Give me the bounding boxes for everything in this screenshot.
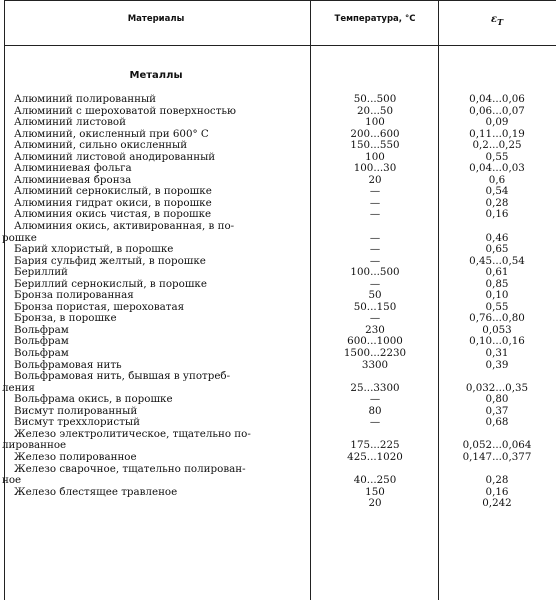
cell-material: Алюминиевая бронза bbox=[14, 174, 132, 186]
cell-temperature: 20 bbox=[368, 173, 382, 186]
cell-material: Бронза полированная bbox=[14, 290, 134, 302]
cell-temperature: 100...30 bbox=[353, 162, 397, 175]
table-row bbox=[0, 209, 558, 221]
cell-temperature: 230 bbox=[365, 323, 385, 336]
cell-material: Висмут полированный bbox=[14, 405, 138, 417]
cell-material: Бериллий bbox=[14, 267, 68, 279]
cell-material: Железо полированное bbox=[14, 451, 137, 463]
cell-material: Вольфрама окись, в порошке bbox=[14, 394, 173, 406]
cell-emissivity: 0,6 bbox=[488, 173, 506, 186]
cell-emissivity: 0,04...0,03 bbox=[469, 162, 525, 175]
cell-temperature: — bbox=[369, 231, 381, 244]
cell-emissivity: 0,053 bbox=[482, 323, 512, 336]
cell-emissivity: 0,37 bbox=[485, 404, 509, 417]
cell-material: рошке bbox=[2, 232, 37, 244]
table-row bbox=[0, 244, 558, 256]
table-row bbox=[0, 336, 558, 348]
emissivity-subscript: T bbox=[497, 17, 504, 27]
cell-temperature: — bbox=[369, 243, 381, 256]
cell-emissivity: 0,11...0,19 bbox=[469, 127, 525, 140]
cell-emissivity: 0,76...0,80 bbox=[469, 312, 525, 325]
cell-emissivity: 0,55 bbox=[485, 300, 509, 313]
cell-emissivity: 0,032...0,35 bbox=[465, 381, 529, 394]
cell-material: Алюминий с шероховатой поверхностью bbox=[14, 105, 236, 117]
cell-emissivity: 0,052...0,064 bbox=[462, 439, 532, 452]
cell-emissivity: 0,46 bbox=[485, 231, 509, 244]
cell-material: Висмут треххлористый bbox=[14, 417, 140, 429]
cell-emissivity: 0,10...0,16 bbox=[469, 335, 525, 348]
table-row bbox=[0, 186, 558, 198]
cell-material: Алюминий листовой анодированный bbox=[14, 151, 216, 163]
cell-emissivity: 0,54 bbox=[485, 185, 509, 198]
cell-material: Вольфрамовая нить, бывшая в употреб- bbox=[14, 371, 231, 383]
cell-material: Алюминий, окисленный при 600° C bbox=[14, 128, 209, 140]
cell-emissivity: 0,68 bbox=[485, 416, 509, 429]
cell-temperature: 20 bbox=[368, 497, 382, 510]
cell-emissivity: 0,39 bbox=[485, 358, 509, 371]
cell-temperature: 150 bbox=[365, 485, 385, 498]
cell-emissivity: 0,2...0,25 bbox=[472, 139, 522, 152]
cell-material: Барий хлористый, в порошке bbox=[14, 244, 174, 256]
cell-emissivity: 0,242 bbox=[482, 497, 512, 510]
table-row bbox=[0, 256, 558, 268]
cell-emissivity: 0,55 bbox=[485, 150, 509, 163]
cell-temperature: — bbox=[369, 312, 381, 325]
table-row bbox=[0, 452, 558, 464]
header-temperature: Температура, °C bbox=[334, 14, 416, 24]
table-row bbox=[0, 233, 558, 245]
cell-emissivity: 0,09 bbox=[485, 116, 509, 129]
cell-material: Железо блестящее травленое bbox=[14, 486, 178, 498]
cell-emissivity: 0,147...0,377 bbox=[462, 450, 532, 463]
cell-emissivity: 0,45...0,54 bbox=[469, 254, 525, 267]
cell-material: ное bbox=[2, 475, 22, 487]
cell-temperature: — bbox=[369, 277, 381, 290]
cell-temperature: 425...1020 bbox=[347, 450, 403, 463]
cell-temperature: 3300 bbox=[361, 358, 389, 371]
table-row bbox=[0, 94, 558, 106]
cell-temperature: 1500...2230 bbox=[343, 347, 407, 360]
table-row bbox=[0, 175, 558, 187]
cell-emissivity: 0,04...0,06 bbox=[469, 93, 525, 105]
cell-emissivity: 0,61 bbox=[485, 266, 509, 279]
cell-material: Бария сульфид желтый, в порошке bbox=[14, 255, 206, 267]
cell-material: Вольфрамовая нить bbox=[14, 359, 122, 371]
cell-emissivity: 0,80 bbox=[485, 393, 509, 406]
table-row bbox=[0, 348, 558, 360]
section-title: Металлы bbox=[129, 70, 183, 81]
table-row bbox=[0, 198, 558, 210]
cell-material: Бронза пористая, шероховатая bbox=[14, 301, 185, 313]
cell-emissivity: 0,10 bbox=[485, 289, 509, 302]
table-row bbox=[0, 267, 558, 279]
header-bottom-border bbox=[4, 45, 556, 46]
cell-temperature: 40...250 bbox=[353, 474, 397, 487]
cell-temperature: 50 bbox=[368, 289, 382, 302]
cell-temperature: — bbox=[369, 196, 381, 209]
cell-material: Железо сварочное, тщательно полирован- bbox=[14, 463, 246, 475]
cell-temperature: 600...1000 bbox=[347, 335, 403, 348]
cell-temperature: 150...550 bbox=[350, 139, 400, 152]
cell-material: Алюминия гидрат окиси, в порошке bbox=[14, 197, 212, 209]
cell-temperature: 50...500 bbox=[353, 93, 397, 105]
cell-material: Алюминиевая фольга bbox=[14, 163, 132, 175]
cell-material: лированное bbox=[2, 440, 67, 452]
table-row bbox=[0, 117, 558, 129]
cell-emissivity: 0,85 bbox=[485, 277, 509, 290]
cell-emissivity: 0,31 bbox=[485, 347, 509, 360]
table-row bbox=[0, 417, 558, 429]
table-row bbox=[0, 383, 558, 395]
table-row bbox=[0, 163, 558, 175]
table-row bbox=[0, 475, 558, 487]
table-row bbox=[0, 487, 558, 499]
cell-material: Бронза, в порошке bbox=[14, 313, 117, 325]
cell-material: Алюминия окись, активированная, в по- bbox=[14, 221, 235, 233]
cell-temperature: — bbox=[369, 416, 381, 429]
cell-temperature: 80 bbox=[368, 404, 382, 417]
cell-material: Бериллий сернокислый, в порошке bbox=[14, 278, 207, 290]
table-row bbox=[0, 290, 558, 302]
cell-temperature: 50...150 bbox=[353, 300, 397, 313]
cell-emissivity: 0,28 bbox=[485, 196, 509, 209]
cell-temperature: 200...600 bbox=[350, 127, 400, 140]
table-row bbox=[0, 406, 558, 418]
table-row bbox=[0, 140, 558, 152]
header-emissivity bbox=[438, 14, 556, 27]
cell-temperature: 20...50 bbox=[356, 104, 394, 117]
cell-material: Алюминий, сильно окисленный bbox=[14, 140, 188, 152]
cell-emissivity: 0,16 bbox=[485, 485, 509, 498]
top-border bbox=[4, 0, 556, 1]
cell-temperature: — bbox=[369, 393, 381, 406]
cell-temperature: 100...500 bbox=[350, 266, 400, 279]
cell-material: Вольфрам bbox=[14, 324, 69, 336]
cell-temperature: 25...3300 bbox=[350, 381, 400, 394]
table-row bbox=[0, 464, 558, 476]
cell-temperature: 100 bbox=[365, 116, 385, 129]
table-row bbox=[0, 371, 558, 383]
cell-temperature: — bbox=[369, 208, 381, 221]
cell-emissivity: 0,06...0,07 bbox=[469, 104, 525, 117]
cell-material: Алюминий полированный bbox=[14, 94, 157, 105]
cell-material: Алюминий листовой bbox=[14, 117, 126, 129]
cell-temperature: 175...225 bbox=[350, 439, 400, 452]
cell-material: Алюминий сернокислый, в порошке bbox=[14, 186, 212, 198]
cell-temperature: — bbox=[369, 185, 381, 198]
cell-emissivity: 0,28 bbox=[485, 474, 509, 487]
table-row bbox=[0, 394, 558, 406]
cell-material: Железо электролитическое, тщательно по- bbox=[14, 428, 251, 440]
table-row bbox=[0, 106, 558, 118]
table-row bbox=[0, 360, 558, 372]
cell-material: Алюминия окись чистая, в порошке bbox=[14, 209, 212, 221]
table-row bbox=[0, 221, 558, 233]
cell-material: Вольфрам bbox=[14, 348, 69, 360]
emissivity-symbol: ε bbox=[490, 14, 498, 25]
table-body bbox=[0, 94, 558, 510]
table-row bbox=[0, 498, 558, 510]
cell-emissivity: 0,16 bbox=[485, 208, 509, 221]
cell-temperature: 100 bbox=[365, 150, 385, 163]
table-row bbox=[0, 313, 558, 325]
header-material: Материалы bbox=[127, 14, 185, 24]
cell-emissivity: 0,65 bbox=[485, 243, 509, 256]
cell-material: ления bbox=[2, 382, 35, 394]
cell-material: Вольфрам bbox=[14, 336, 69, 348]
table-row bbox=[0, 279, 558, 291]
cell-temperature: — bbox=[369, 254, 381, 267]
